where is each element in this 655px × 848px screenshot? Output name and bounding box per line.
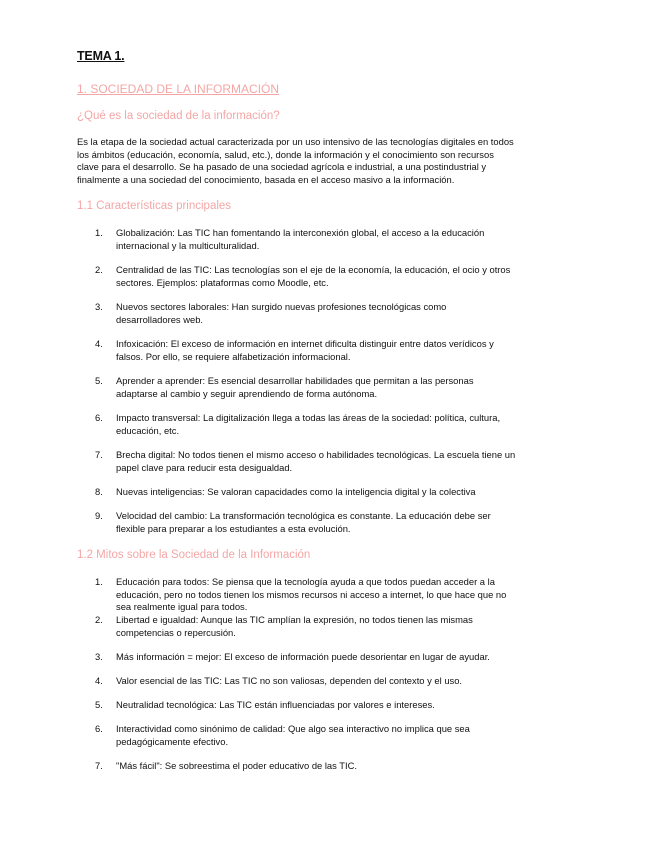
list-item-line: Nuevos sectores laborales: Han surgido nuevas profesiones tecnológicas como bbox=[116, 301, 447, 312]
list-number: 2. bbox=[95, 264, 103, 275]
paragraph-line: finalmente a una sociedad del conocimiento, basada en el acceso masivo a la información. bbox=[77, 173, 455, 185]
list-number: 6. bbox=[95, 723, 103, 734]
list-item-line: educación, etc. bbox=[116, 424, 180, 436]
document-title: TEMA 1. bbox=[77, 49, 125, 63]
list-number: 5. bbox=[95, 699, 103, 710]
list-item-line: educación, pero no todos tienen los mismos recursos ni acceso a internet, lo que hace que no bbox=[116, 588, 507, 600]
list-item-line: Interactividad como sinónimo de calidad: Que algo sea interactivo no implica que sea bbox=[116, 723, 470, 734]
list-item-line: Impacto transversal: La digitalización llega a todas las áreas de la sociedad: política, cultura, bbox=[116, 412, 501, 423]
list-number: 2. bbox=[95, 614, 103, 625]
list-item-line: Educación para todos: Se piensa que la tecnología ayuda a que todos puedan acceder a la bbox=[116, 576, 495, 587]
list-item-line: adaptarse al cambio y seguir aprendiendo de forma autónoma. bbox=[116, 387, 378, 399]
list-item-line: Globalización: Las TIC han fomentando la interconexión global, el acceso a la educación bbox=[116, 227, 485, 238]
list-item-line: Velocidad del cambio: La transformación tecnológica es constante. La educación debe ser bbox=[116, 510, 491, 521]
list-number: 1. bbox=[95, 227, 103, 238]
list-item-line: Valor esencial de las TIC: Las TIC no son valiosas, dependen del contexto y el uso. bbox=[116, 675, 463, 686]
subheading-mitos: 1.2 Mitos sobre la Sociedad de la Información bbox=[77, 549, 311, 561]
list-number: 4. bbox=[95, 338, 103, 349]
definition-paragraph bbox=[77, 136, 587, 186]
subheading-caracteristicas: 1.1 Características principales bbox=[77, 200, 232, 212]
list-item-line: internacional y la multiculturalidad. bbox=[116, 239, 260, 251]
list-number: 1. bbox=[95, 576, 103, 587]
list-number: 7. bbox=[95, 760, 103, 771]
list-item-line: desarrolladores web. bbox=[116, 313, 204, 325]
list-item-line: Nuevas inteligencias: Se valoran capacidades como la inteligencia digital y la colectiva bbox=[116, 486, 476, 497]
list-number: 3. bbox=[95, 301, 103, 312]
list-item-line: "Más fácil": Se sobreestima el poder educativo de las TIC. bbox=[116, 760, 357, 771]
paragraph-line: Es la etapa de la sociedad actual caracterizada por un uso intensivo de las tecnologías digitales en todos bbox=[77, 136, 514, 147]
list-item-line: sea realmente igual para todos. bbox=[116, 601, 248, 612]
list-item-line: Infoxicación: El exceso de información en internet dificulta distinguir entre datos verídicos y bbox=[116, 338, 494, 349]
list-item-line: sectores. Ejemplos: plataformas como Moodle, etc. bbox=[116, 276, 329, 288]
paragraph-line: los ámbitos (educación, economía, salud, etc.), donde la información y el conocimiento son recursos bbox=[77, 148, 494, 160]
subheading-que-es: ¿Qué es la sociedad de la información? bbox=[77, 110, 280, 122]
list-number: 4. bbox=[95, 675, 103, 686]
list-item-line: Más información = mejor: El exceso de información puede desorientar en lugar de ayudar. bbox=[116, 651, 490, 662]
list-number: 9. bbox=[95, 510, 103, 521]
list-number: 7. bbox=[95, 449, 103, 460]
list-number: 6. bbox=[95, 412, 103, 423]
list-item-line: papel clave para reducir esta desigualdad. bbox=[116, 461, 293, 473]
list-item-line: falsos. Por ello, se requiere alfabetización informacional. bbox=[116, 350, 351, 362]
paragraph-line: clave para el desarrollo. Se ha pasado de una sociedad agrícola e industrial, a una postindustrial y bbox=[77, 161, 487, 172]
list-item-line: flexible para preparar a los estudiantes a esta evolución. bbox=[116, 522, 351, 534]
list-number: 8. bbox=[95, 486, 103, 497]
list-number: 3. bbox=[95, 651, 103, 662]
list-item-line: Neutralidad tecnológica: Las TIC están influenciadas por valores e intereses. bbox=[116, 699, 435, 710]
list-item-line: Brecha digital: No todos tienen el mismo acceso o habilidades tecnológicas. La escuela tiene un bbox=[116, 449, 516, 460]
list-item-line: Centralidad de las TIC: Las tecnologías son el eje de la economía, la educación, el ocio y otros bbox=[116, 264, 511, 275]
list-item-line: Libertad e igualdad: Aunque las TIC amplían la expresión, no todos tienen las mismas bbox=[116, 614, 473, 625]
list-item-line: competencias o repercusión. bbox=[116, 626, 236, 638]
list-item-line: pedagógicamente efectivo. bbox=[116, 735, 229, 747]
section-heading-sociedad-informacion: 1. SOCIEDAD DE LA INFORMACIÓN bbox=[77, 82, 280, 96]
list-number: 5. bbox=[95, 375, 103, 386]
list-item-line: Aprender a aprender: Es esencial desarrollar habilidades que permitan a las personas bbox=[116, 375, 474, 386]
